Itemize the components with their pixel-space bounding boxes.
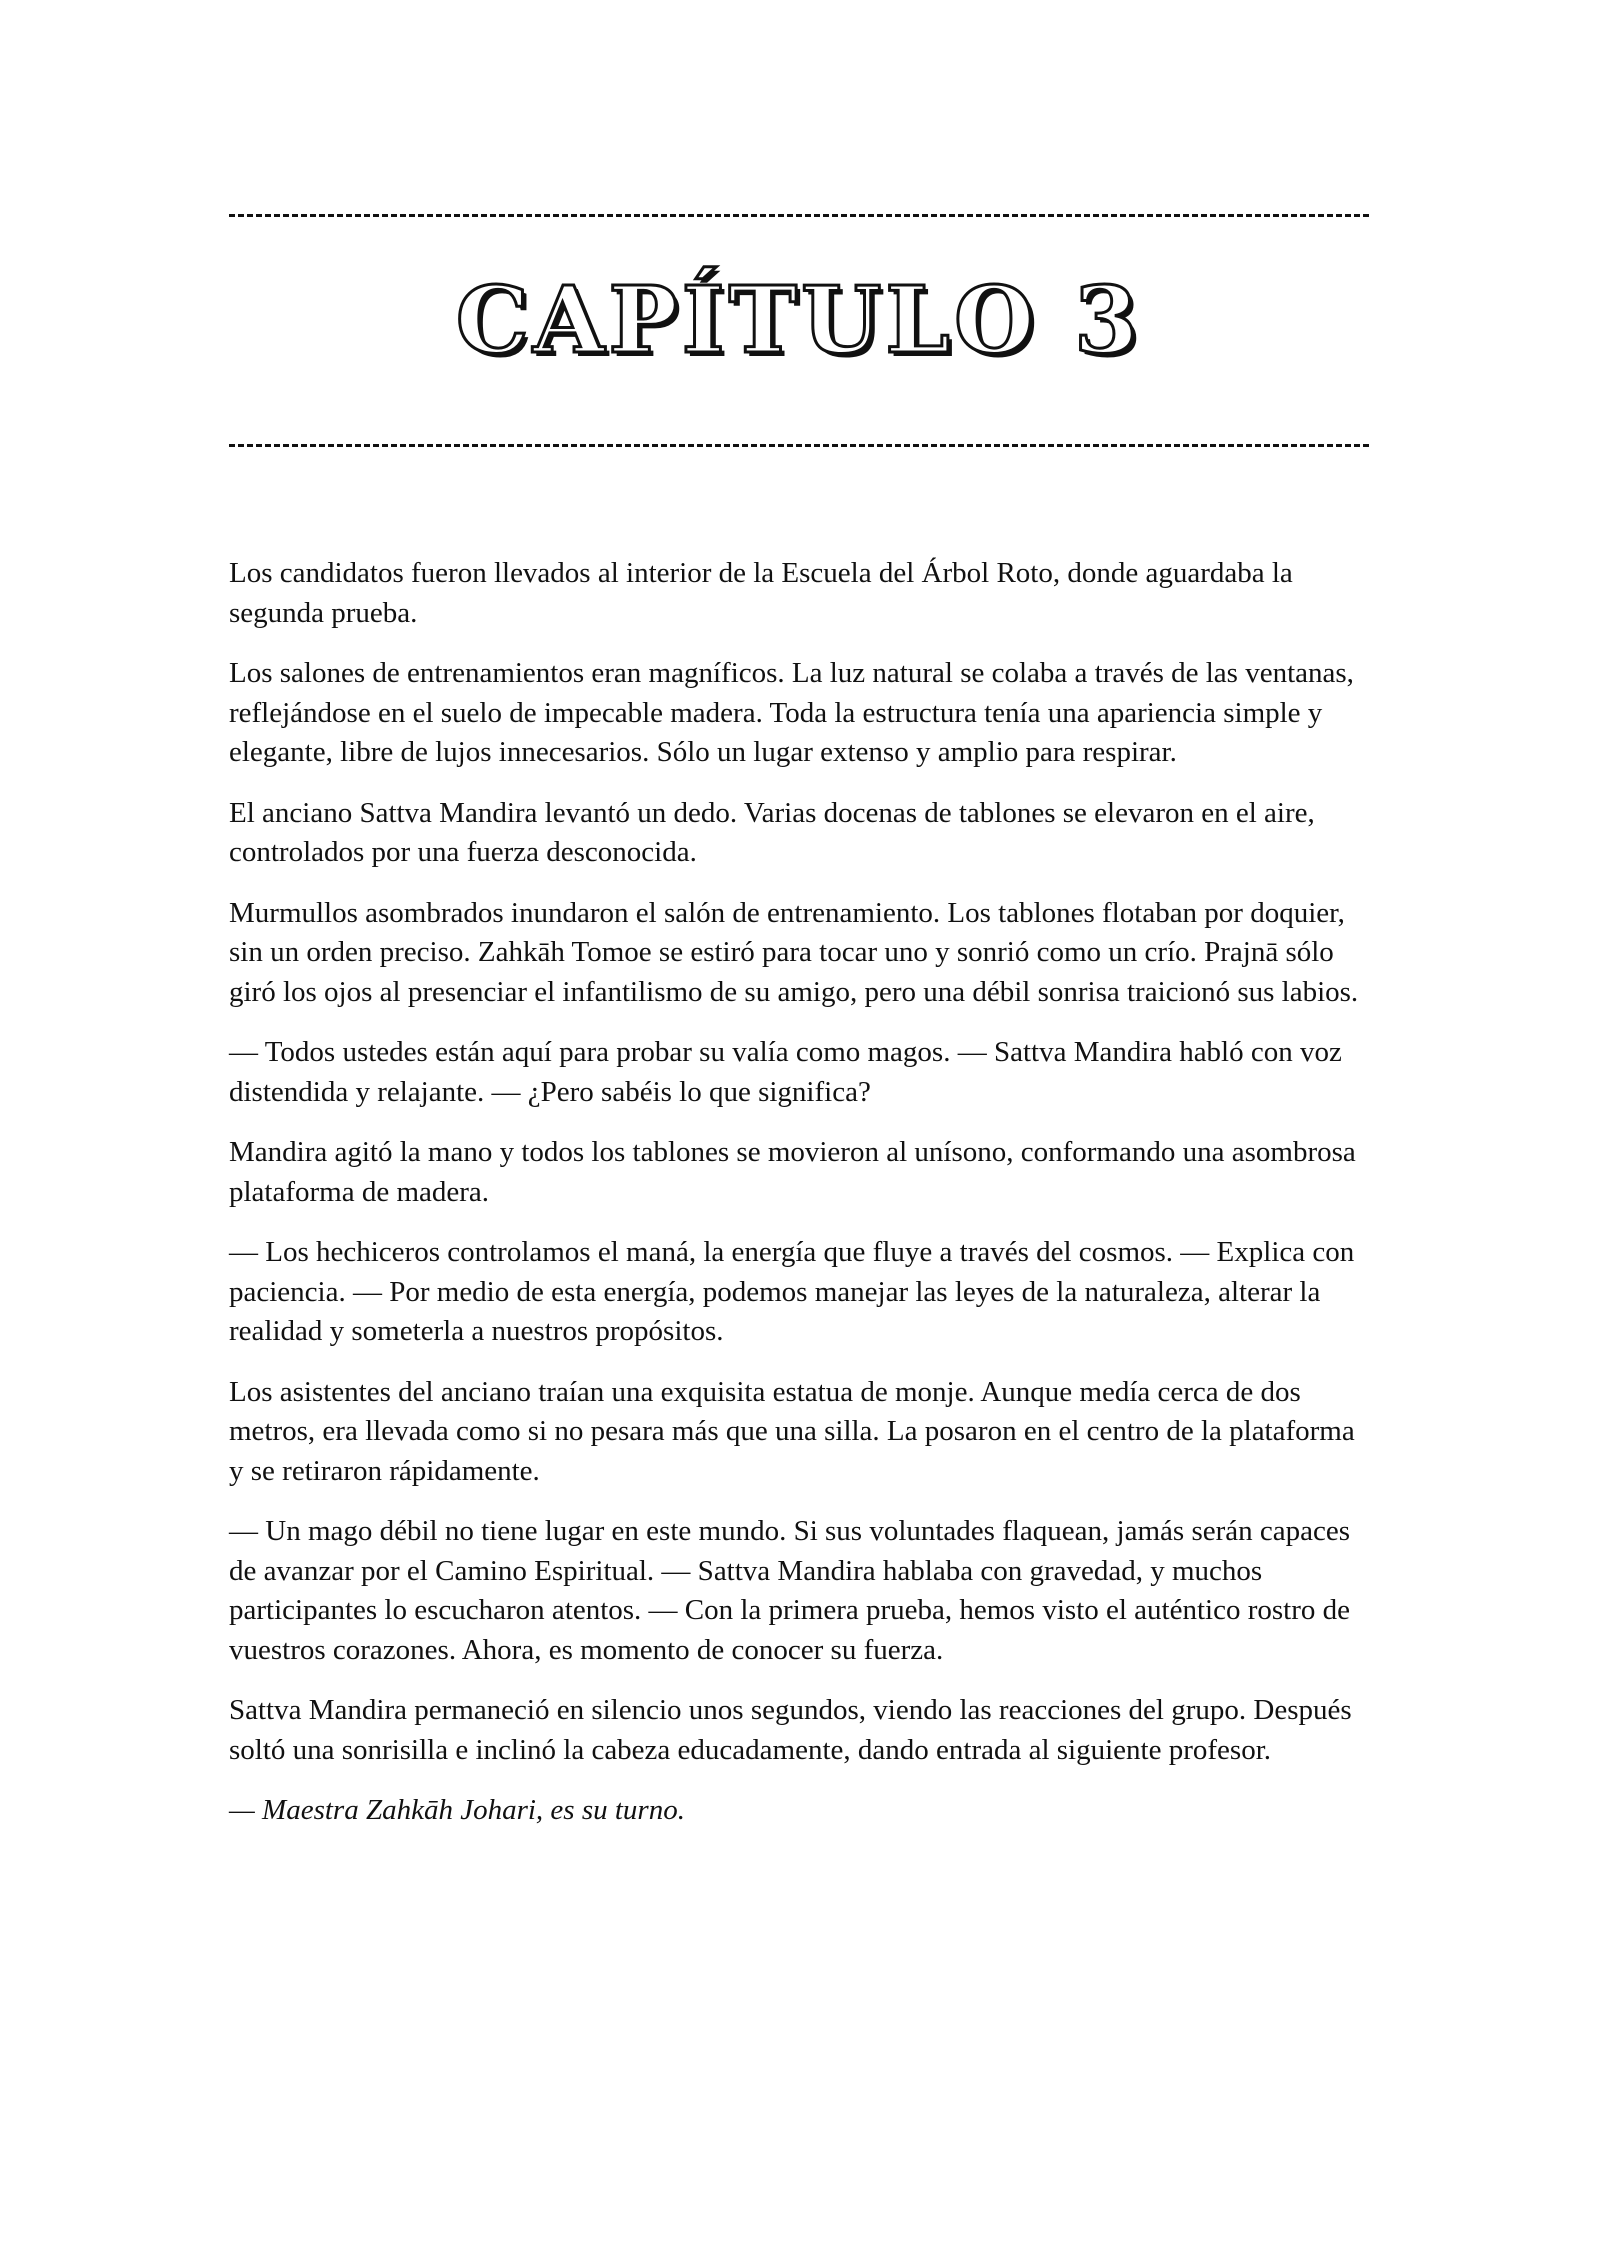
closing-dialogue: — Maestra Zahkāh Johari, es su turno.: [229, 1794, 685, 1826]
paragraph: Murmullos asombrados inundaron el salón de entrenamiento. Los tablones flotaban por doquier, sin un orden preciso. Zahkāh Tomoe se estiró para tocar uno y sonrió como un crío. Prajnā sólo giró los ojos al presenciar el infantilismo de su amigo, pero una débil sonrisa traicionó sus labios.: [229, 896, 1359, 1008]
paragraph: Los asistentes del anciano traían una exquisita estatua de monje. Aunque medía cerca de dos metros, era llevada como si no pesara más que una silla. La posaron en el centro de la plataforma y se retiraron rápidamente.: [229, 1375, 1355, 1487]
paragraph: — Un mago débil no tiene lugar en este mundo. Si sus voluntades flaquean, jamás serán capaces de avanzar por el Camino Espiritual. — Sattva Mandira hablaba con gravedad, y muchos participantes lo escucharon atentos. — Con la primera prueba, hemos visto el auténtico rostro de vuestros corazones. Ahora, es momento de conocer su fuerza.: [229, 1515, 1351, 1666]
paragraph: El anciano Sattva Mandira levantó un dedo. Varias docenas de tablones se elevaron en el aire, controlados por una fuerza desconocida.: [229, 796, 1315, 868]
chapter-title: CAPÍTULO 3: [455, 266, 1143, 374]
paragraph: Los salones de entrenamientos eran magníficos. La luz natural se colaba a través de las ventanas, reflejándose en el suelo de impecable madera. Toda la estructura tenía una apariencia simple y elegante, libre de lujos innecesarios. Sólo un lugar extenso y amplio para respirar.: [229, 657, 1354, 768]
paragraph: Los candidatos fueron llevados al interior de la Escuela del Árbol Roto, donde aguardaba la segunda prueba.: [229, 557, 1293, 629]
paragraph: Mandira agitó la mano y todos los tablones se movieron al unísono, conformando una asombrosa plataforma de madera.: [229, 1136, 1356, 1208]
top-dashed-divider: [229, 214, 1369, 217]
paragraph: — Todos ustedes están aquí para probar su valía como magos. — Sattva Mandira habló con voz distendida y relajante. — ¿Pero sabéis lo que significa?: [229, 1036, 1342, 1108]
chapter-body: [229, 554, 1371, 1852]
paragraph: — Los hechiceros controlamos el maná, la energía que fluye a través del cosmos. — Explica con paciencia. — Por medio de esta energía, podemos manejar las leyes de la naturaleza, alterar la realidad y someterla a nuestros propósitos.: [229, 1236, 1355, 1347]
paragraph: Sattva Mandira permaneció en silencio unos segundos, viendo las reacciones del grupo. Después soltó una sonrisilla e inclinó la cabeza educadamente, dando entrada al siguiente profesor.: [229, 1694, 1352, 1766]
bottom-dashed-divider: [229, 444, 1369, 447]
